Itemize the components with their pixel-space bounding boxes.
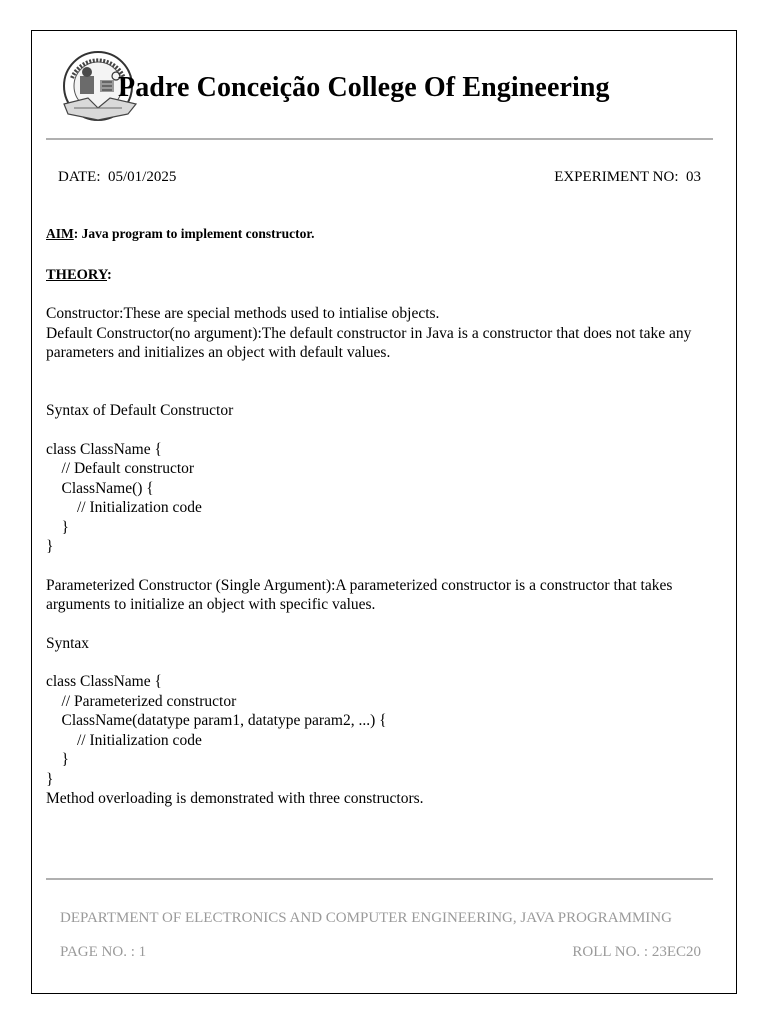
experiment-value: 03 xyxy=(686,169,701,185)
code-line: } xyxy=(46,751,69,768)
code-line: // Default constructor xyxy=(46,460,195,477)
code-line: ClassName() { xyxy=(46,479,154,497)
code-line: ClassName(datatype param1, datatype param2, ...) { xyxy=(46,712,387,729)
theory-heading xyxy=(46,266,716,286)
document-body xyxy=(46,224,716,809)
header-divider xyxy=(46,138,713,140)
code-line: class ClassName { xyxy=(46,440,162,458)
default-constructor-definition: Default Constructor(no argument):The default constructor in Java is a constructor that does not take any parameters and initializes an object with default values. xyxy=(46,324,692,361)
code-line: } xyxy=(46,518,69,536)
aim-label: AIM xyxy=(46,226,74,241)
footer-divider xyxy=(46,878,713,880)
code-line: // Initialization code xyxy=(46,499,202,516)
aim-line xyxy=(46,224,716,244)
code-block-parameterized xyxy=(46,672,716,789)
college-title: Padre Conceição College Of Engineering xyxy=(118,72,610,103)
date-value: 05/01/2025 xyxy=(108,169,177,185)
code-block-default xyxy=(46,440,716,557)
footer-department: DEPARTMENT OF ELECTRONICS AND COMPUTER ENGINEERING, JAVA PROGRAMMING xyxy=(60,910,672,926)
parameterized-constructor-definition: Parameterized Constructor (Single Argument):A parameterized constructor is a constructor that takes arguments to initialize an object with specific values. xyxy=(46,576,673,613)
syntax-default-heading: Syntax of Default Constructor xyxy=(46,402,234,419)
date-label: DATE: xyxy=(58,169,101,185)
footer-page-number: PAGE NO. : 1 xyxy=(60,944,147,960)
footer-roll-number: ROLL NO. : 23EC20 xyxy=(572,944,701,960)
code-line: class ClassName { xyxy=(46,673,162,690)
overloading-note: Method overloading is demonstrated with three constructors. xyxy=(46,790,424,807)
syntax-heading: Syntax xyxy=(46,634,90,652)
code-line: } xyxy=(46,770,54,788)
experiment-line xyxy=(554,169,701,186)
code-line: // Parameterized constructor xyxy=(46,692,237,710)
experiment-label: EXPERIMENT NO: xyxy=(554,169,679,185)
date-line xyxy=(58,169,176,186)
aim-text: : Java program to implement constructor. xyxy=(73,226,315,241)
theory-suffix: : xyxy=(107,266,112,283)
theory-label: THEORY xyxy=(46,266,108,283)
code-line: } xyxy=(46,538,54,555)
code-line: // Initialization code xyxy=(46,731,202,749)
constructor-definition: Constructor:These are special methods used to intialise objects. xyxy=(46,305,440,322)
